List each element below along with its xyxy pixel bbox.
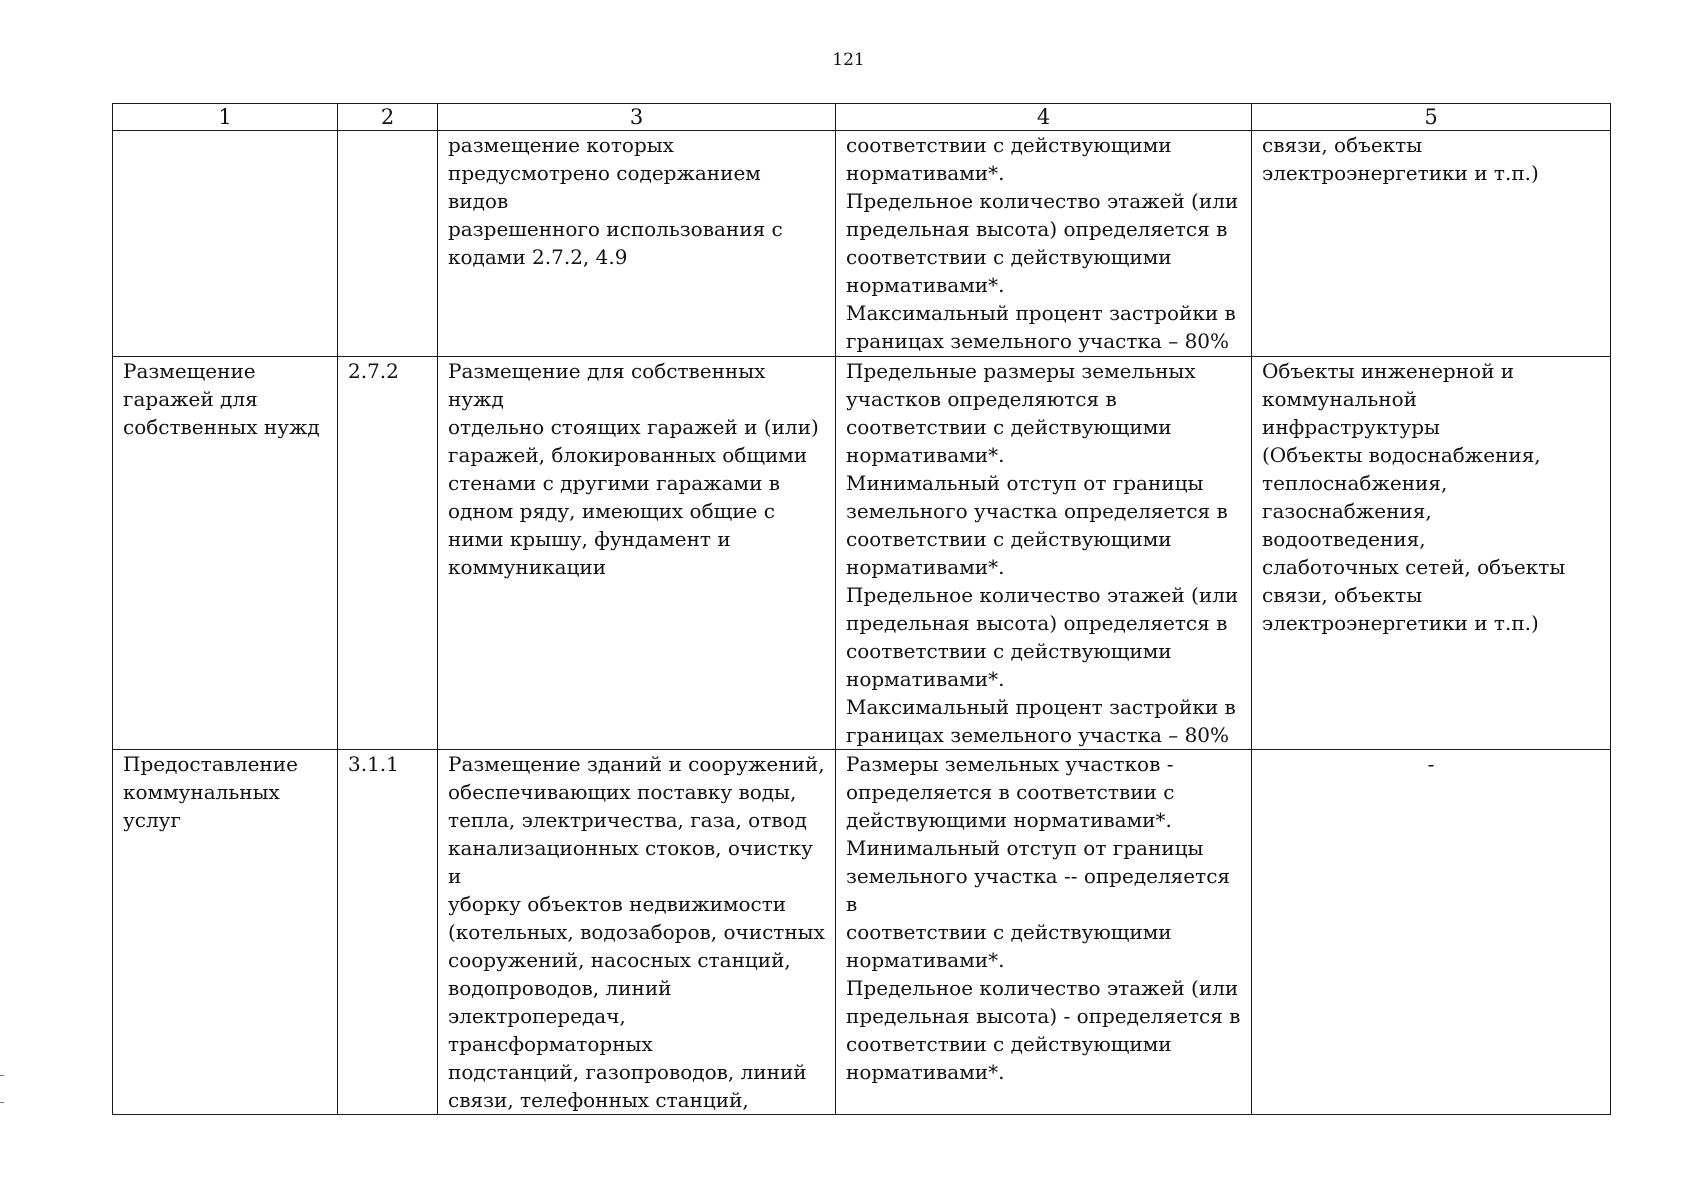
parameters-cell: Размеры земельных участков - определяется в соответствии с действующими нормативами*. Минимальный отступ от границы земельного участка -- определяется в соответствии с действующими нормативами*. Предельное количество этажей (или предельная высота) - определяется в соответствии с действующими нормативами*. — [836, 750, 1252, 1115]
use-name-cell: Размещение гаражей для собственных нужд — [113, 357, 338, 750]
auxiliary-uses-cell: - — [1252, 750, 1611, 1115]
use-description-cell: Размещение для собственных нужд отдельно стоящих гаражей и (или) гаражей, блокированных общими стенами с другими гаражами в одном ряду, имеющих общие с ними крышу, фундамент и коммуникации — [438, 357, 836, 750]
use-code-cell: 3.1.1 — [338, 750, 438, 1115]
column-header-1: 1 — [113, 104, 338, 131]
land-use-table — [112, 103, 1611, 1115]
parameters-cell: Предельные размеры земельных участков определяются в соответствии с действующими нормативами*. Минимальный отступ от границы земельного участка определяется в соответствии с действующими нормативами*. Предельное количество этажей (или предельная высота) определяется в соответствии с действующими нормативами*. Максимальный процент застройки в границах земельного участка – 80% — [836, 357, 1252, 750]
auxiliary-uses-cell: связи, объекты электроэнергетики и т.п.) — [1252, 131, 1611, 357]
use-description-cell: размещение которых предусмотрено содержанием видов разрешенного использования с кодами 2.7.2, 4.9 — [438, 131, 836, 357]
parameters-cell: соответствии с действующими нормативами*. Предельное количество этажей (или предельная высота) определяется в соответствии с действующими нормативами*. Максимальный процент застройки в границах земельного участка – 80% — [836, 131, 1252, 357]
table-row — [113, 357, 1611, 750]
scan-margin-mark — [0, 1075, 4, 1103]
table-header — [113, 104, 1611, 131]
use-name-cell — [113, 131, 338, 357]
use-code-cell: 2.7.2 — [338, 357, 438, 750]
table-body — [113, 131, 1611, 1115]
use-code-cell — [338, 131, 438, 357]
use-name-cell: Предоставление коммунальных услуг — [113, 750, 338, 1115]
table-row — [113, 750, 1611, 1115]
column-header-5: 5 — [1252, 104, 1611, 131]
column-header-3: 3 — [438, 104, 836, 131]
use-description-cell: Размещение зданий и сооружений, обеспечивающих поставку воды, тепла, электричества, газа, отвод канализационных стоков, очистку и уборку объектов недвижимости (котельных, водозаборов, очистных сооружений, насосных станций, водопроводов, линий электропередач, трансформаторных подстанций, газопроводов, линий связи, телефонных станций, — [438, 750, 836, 1115]
header-row — [113, 104, 1611, 131]
column-header-4: 4 — [836, 104, 1252, 131]
page-number: 121 — [832, 50, 865, 70]
table-row — [113, 131, 1611, 357]
column-header-2: 2 — [338, 104, 438, 131]
auxiliary-uses-cell: Объекты инженерной и коммунальной инфраструктуры (Объекты водоснабжения, теплоснабжения, газоснабжения, водоотведения, слаботочных сетей, объекты связи, объекты электроэнергетики и т.п.) — [1252, 357, 1611, 750]
